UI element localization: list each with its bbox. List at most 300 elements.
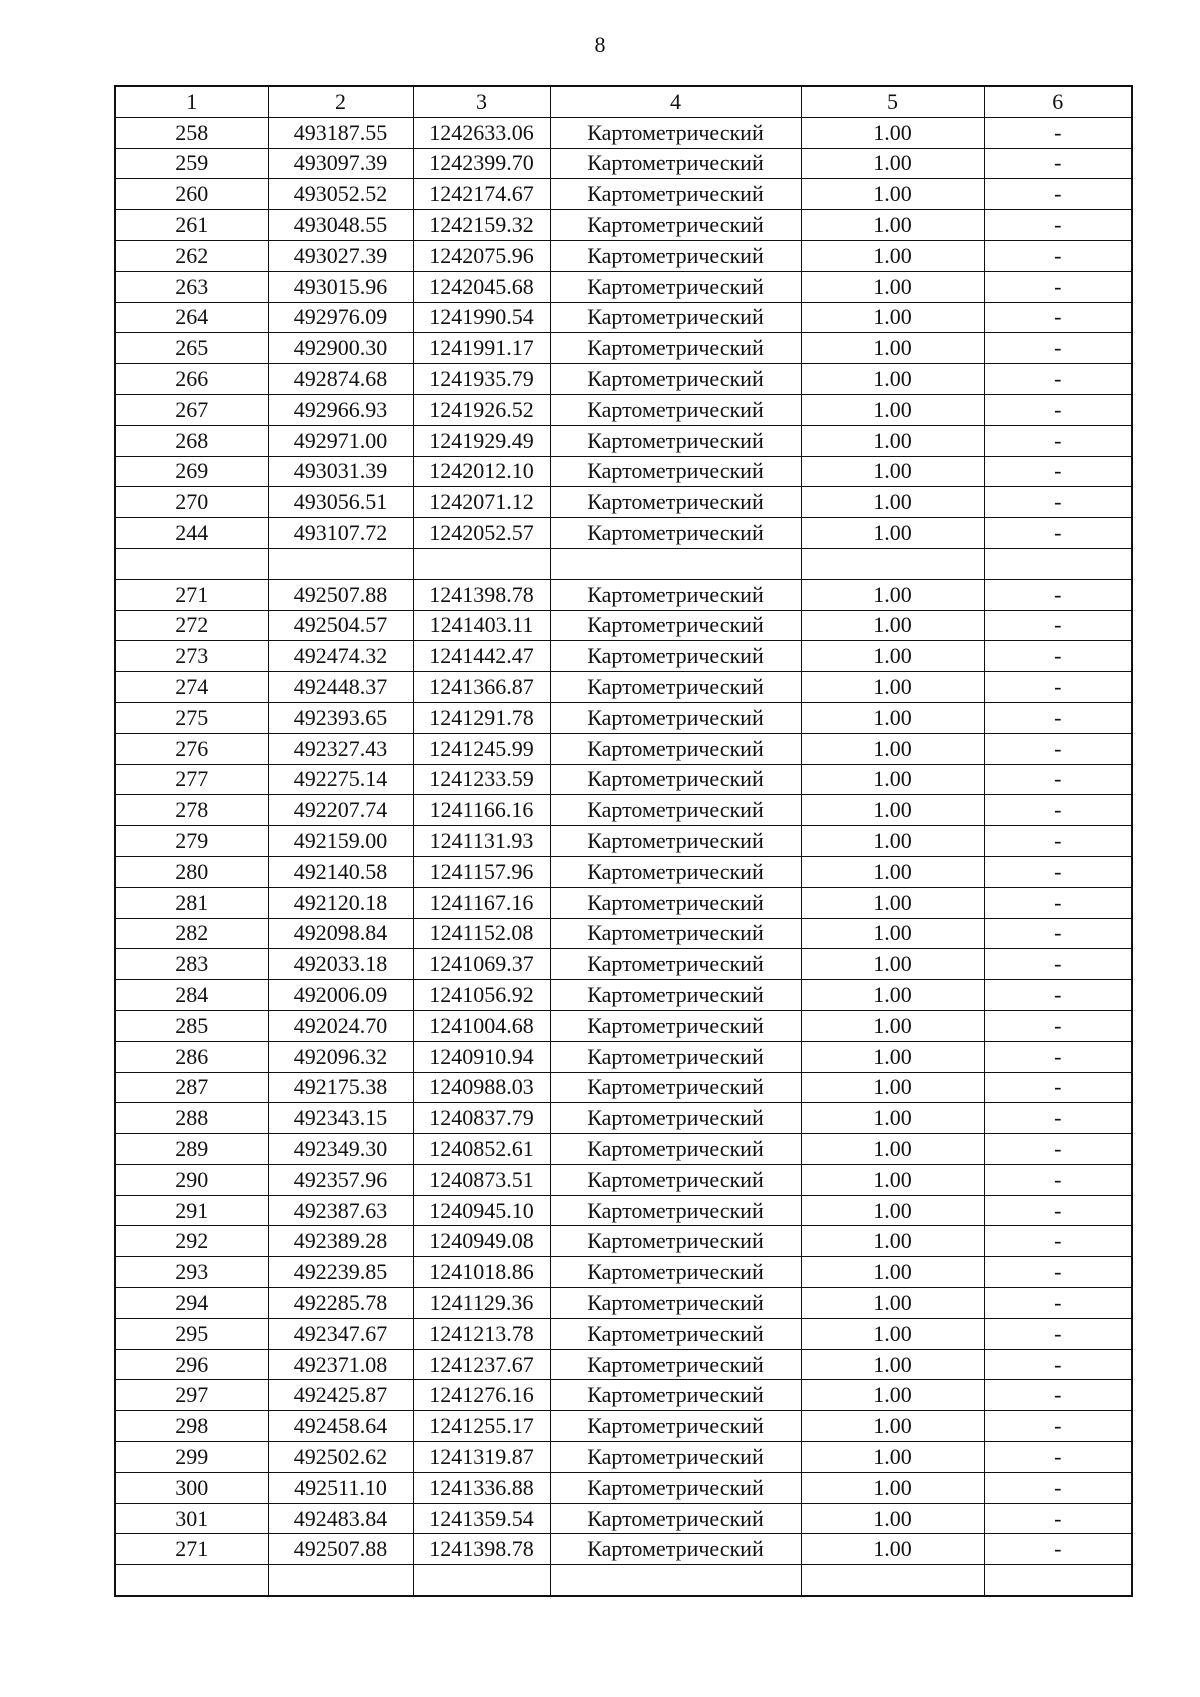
cell-x-coordinate: 493097.39	[268, 148, 413, 179]
table-row	[115, 1103, 1132, 1134]
cell-point-number: 287	[115, 1072, 268, 1103]
table-row	[115, 1226, 1132, 1257]
table-row	[115, 548, 1132, 579]
cell-method	[550, 548, 801, 579]
cell-y-coordinate: 1241237.67	[413, 1349, 550, 1380]
cell-point-number: 296	[115, 1349, 268, 1380]
cell-accuracy: 1.00	[801, 240, 984, 271]
cell-note: -	[984, 1503, 1132, 1534]
cell-x-coordinate: 492024.70	[268, 1010, 413, 1041]
cell-point-number: 278	[115, 795, 268, 826]
cell-x-coordinate: 492393.65	[268, 702, 413, 733]
cell-accuracy: 1.00	[801, 826, 984, 857]
cell-y-coordinate: 1241167.16	[413, 887, 550, 918]
cell-point-number: 268	[115, 425, 268, 456]
cell-note: -	[984, 1226, 1132, 1257]
cell-point-number: 299	[115, 1442, 268, 1473]
cell-method: Картометрический	[550, 364, 801, 395]
cell-method: Картометрический	[550, 271, 801, 302]
cell-accuracy: 1.00	[801, 1010, 984, 1041]
cell-point-number: 286	[115, 1041, 268, 1072]
cell-method: Картометрический	[550, 1072, 801, 1103]
cell-note: -	[984, 271, 1132, 302]
cell-x-coordinate: 492425.87	[268, 1380, 413, 1411]
cell-note: -	[984, 302, 1132, 333]
cell-accuracy: 1.00	[801, 579, 984, 610]
cell-point-number: 263	[115, 271, 268, 302]
cell-y-coordinate: 1242045.68	[413, 271, 550, 302]
cell-method: Картометрический	[550, 949, 801, 980]
cell-x-coordinate: 492458.64	[268, 1411, 413, 1442]
cell-point-number: 273	[115, 641, 268, 672]
cell-note: -	[984, 1472, 1132, 1503]
cell-accuracy: 1.00	[801, 364, 984, 395]
cell-x-coordinate: 492239.85	[268, 1257, 413, 1288]
table-body	[115, 117, 1132, 1596]
cell-method: Картометрический	[550, 425, 801, 456]
cell-method: Картометрический	[550, 1288, 801, 1319]
table-row	[115, 1534, 1132, 1565]
cell-accuracy: 1.00	[801, 1164, 984, 1195]
cell-y-coordinate: 1241929.49	[413, 425, 550, 456]
cell-y-coordinate	[413, 548, 550, 579]
cell-accuracy: 1.00	[801, 1442, 984, 1473]
cell-method: Картометрический	[550, 1164, 801, 1195]
table-row	[115, 610, 1132, 641]
cell-accuracy: 1.00	[801, 1534, 984, 1565]
cell-point-number: 244	[115, 518, 268, 549]
cell-point-number: 288	[115, 1103, 268, 1134]
cell-note: -	[984, 1257, 1132, 1288]
cell-y-coordinate: 1241166.16	[413, 795, 550, 826]
cell-y-coordinate: 1241018.86	[413, 1257, 550, 1288]
cell-accuracy: 1.00	[801, 333, 984, 364]
cell-x-coordinate: 493056.51	[268, 487, 413, 518]
cell-x-coordinate: 492389.28	[268, 1226, 413, 1257]
page-number: 8	[594, 32, 606, 57]
cell-point-number: 272	[115, 610, 268, 641]
cell-point-number: 295	[115, 1318, 268, 1349]
cell-y-coordinate: 1241935.79	[413, 364, 550, 395]
cell-y-coordinate: 1241213.78	[413, 1318, 550, 1349]
cell-accuracy: 1.00	[801, 1195, 984, 1226]
table-row	[115, 518, 1132, 549]
cell-accuracy: 1.00	[801, 1472, 984, 1503]
cell-note: -	[984, 1442, 1132, 1473]
cell-method: Картометрический	[550, 733, 801, 764]
cell-point-number: 264	[115, 302, 268, 333]
cell-x-coordinate: 492511.10	[268, 1472, 413, 1503]
cell-point-number: 275	[115, 702, 268, 733]
cell-note: -	[984, 918, 1132, 949]
cell-method	[550, 1565, 801, 1596]
table-row	[115, 795, 1132, 826]
cell-note: -	[984, 764, 1132, 795]
cell-y-coordinate: 1241245.99	[413, 733, 550, 764]
cell-accuracy: 1.00	[801, 425, 984, 456]
cell-y-coordinate: 1241926.52	[413, 394, 550, 425]
cell-method: Картометрический	[550, 148, 801, 179]
cell-y-coordinate: 1241255.17	[413, 1411, 550, 1442]
cell-accuracy: 1.00	[801, 518, 984, 549]
table-row	[115, 333, 1132, 364]
cell-y-coordinate: 1240945.10	[413, 1195, 550, 1226]
cell-accuracy: 1.00	[801, 179, 984, 210]
cell-point-number: 277	[115, 764, 268, 795]
cell-method: Картометрический	[550, 179, 801, 210]
cell-note: -	[984, 733, 1132, 764]
cell-accuracy: 1.00	[801, 1134, 984, 1165]
cell-x-coordinate: 493052.52	[268, 179, 413, 210]
cell-point-number: 289	[115, 1134, 268, 1165]
cell-point-number: 292	[115, 1226, 268, 1257]
cell-x-coordinate: 492343.15	[268, 1103, 413, 1134]
cell-y-coordinate: 1242633.06	[413, 117, 550, 148]
header-cell-col-2: 2	[268, 86, 413, 117]
table-row	[115, 980, 1132, 1011]
cell-accuracy: 1.00	[801, 271, 984, 302]
cell-note: -	[984, 579, 1132, 610]
cell-x-coordinate: 493187.55	[268, 117, 413, 148]
cell-accuracy: 1.00	[801, 1411, 984, 1442]
table-row	[115, 425, 1132, 456]
cell-note: -	[984, 887, 1132, 918]
cell-note: -	[984, 1164, 1132, 1195]
cell-y-coordinate: 1240837.79	[413, 1103, 550, 1134]
cell-accuracy: 1.00	[801, 1349, 984, 1380]
table-row	[115, 487, 1132, 518]
header-cell-col-3: 3	[413, 86, 550, 117]
cell-point-number: 258	[115, 117, 268, 148]
cell-y-coordinate: 1240910.94	[413, 1041, 550, 1072]
cell-note: -	[984, 333, 1132, 364]
cell-x-coordinate: 492327.43	[268, 733, 413, 764]
cell-y-coordinate: 1242174.67	[413, 179, 550, 210]
cell-method: Картометрический	[550, 1103, 801, 1134]
cell-y-coordinate: 1241069.37	[413, 949, 550, 980]
table-row	[115, 672, 1132, 703]
cell-note: -	[984, 1534, 1132, 1565]
cell-method: Картометрический	[550, 333, 801, 364]
cell-x-coordinate: 492285.78	[268, 1288, 413, 1319]
cell-method: Картометрический	[550, 579, 801, 610]
cell-accuracy: 1.00	[801, 949, 984, 980]
cell-note: -	[984, 856, 1132, 887]
cell-x-coordinate: 492504.57	[268, 610, 413, 641]
cell-note: -	[984, 1010, 1132, 1041]
cell-method: Картометрический	[550, 518, 801, 549]
cell-accuracy: 1.00	[801, 856, 984, 887]
table-row	[115, 1134, 1132, 1165]
cell-method: Картометрический	[550, 887, 801, 918]
cell-x-coordinate: 492900.30	[268, 333, 413, 364]
cell-accuracy: 1.00	[801, 641, 984, 672]
cell-x-coordinate: 492349.30	[268, 1134, 413, 1165]
header-cell-col-4: 4	[550, 86, 801, 117]
cell-x-coordinate: 492207.74	[268, 795, 413, 826]
cell-method: Картометрический	[550, 1503, 801, 1534]
cell-note: -	[984, 425, 1132, 456]
cell-note: -	[984, 394, 1132, 425]
cell-point-number: 269	[115, 456, 268, 487]
cell-point-number: 270	[115, 487, 268, 518]
cell-accuracy: 1.00	[801, 1318, 984, 1349]
cell-method: Картометрический	[550, 487, 801, 518]
cell-x-coordinate: 492140.58	[268, 856, 413, 887]
cell-accuracy: 1.00	[801, 1072, 984, 1103]
table-row	[115, 394, 1132, 425]
cell-x-coordinate: 492387.63	[268, 1195, 413, 1226]
cell-accuracy: 1.00	[801, 210, 984, 241]
cell-y-coordinate: 1241398.78	[413, 579, 550, 610]
cell-method: Картометрический	[550, 1411, 801, 1442]
table-row	[115, 456, 1132, 487]
table-row	[115, 641, 1132, 672]
table-row	[115, 702, 1132, 733]
cell-x-coordinate: 492448.37	[268, 672, 413, 703]
cell-point-number: 283	[115, 949, 268, 980]
cell-accuracy: 1.00	[801, 302, 984, 333]
table-row	[115, 1164, 1132, 1195]
cell-accuracy: 1.00	[801, 456, 984, 487]
cell-note: -	[984, 1134, 1132, 1165]
table-row	[115, 764, 1132, 795]
cell-method: Картометрический	[550, 641, 801, 672]
cell-method: Картометрический	[550, 1442, 801, 1473]
cell-x-coordinate: 492357.96	[268, 1164, 413, 1195]
cell-accuracy: 1.00	[801, 610, 984, 641]
cell-y-coordinate: 1242071.12	[413, 487, 550, 518]
cell-note: -	[984, 702, 1132, 733]
cell-method: Картометрический	[550, 1257, 801, 1288]
cell-x-coordinate: 492474.32	[268, 641, 413, 672]
cell-note: -	[984, 672, 1132, 703]
cell-accuracy: 1.00	[801, 795, 984, 826]
table-row	[115, 302, 1132, 333]
cell-x-coordinate: 492502.62	[268, 1442, 413, 1473]
cell-note: -	[984, 795, 1132, 826]
cell-accuracy: 1.00	[801, 918, 984, 949]
cell-accuracy: 1.00	[801, 1380, 984, 1411]
cell-note: -	[984, 456, 1132, 487]
cell-point-number: 293	[115, 1257, 268, 1288]
cell-x-coordinate: 492507.88	[268, 579, 413, 610]
cell-method: Картометрический	[550, 240, 801, 271]
cell-note: -	[984, 1195, 1132, 1226]
cell-accuracy: 1.00	[801, 1288, 984, 1319]
table-row	[115, 887, 1132, 918]
table-row	[115, 1288, 1132, 1319]
cell-x-coordinate: 492033.18	[268, 949, 413, 980]
table-row	[115, 1318, 1132, 1349]
cell-method: Картометрический	[550, 856, 801, 887]
coordinates-table	[114, 85, 1133, 1597]
table-row	[115, 240, 1132, 271]
cell-x-coordinate: 492120.18	[268, 887, 413, 918]
cell-method: Картометрический	[550, 1134, 801, 1165]
cell-y-coordinate: 1241152.08	[413, 918, 550, 949]
cell-point-number	[115, 548, 268, 579]
cell-x-coordinate: 492371.08	[268, 1349, 413, 1380]
cell-note: -	[984, 610, 1132, 641]
cell-note	[984, 1565, 1132, 1596]
cell-note: -	[984, 210, 1132, 241]
cell-point-number: 290	[115, 1164, 268, 1195]
cell-y-coordinate: 1242075.96	[413, 240, 550, 271]
cell-point-number: 260	[115, 179, 268, 210]
cell-y-coordinate	[413, 1565, 550, 1596]
cell-note: -	[984, 1318, 1132, 1349]
table-row	[115, 179, 1132, 210]
cell-note: -	[984, 364, 1132, 395]
cell-point-number: 259	[115, 148, 268, 179]
cell-point-number: 284	[115, 980, 268, 1011]
cell-x-coordinate: 492098.84	[268, 918, 413, 949]
cell-note: -	[984, 1103, 1132, 1134]
cell-note: -	[984, 1349, 1132, 1380]
cell-accuracy: 1.00	[801, 487, 984, 518]
cell-point-number	[115, 1565, 268, 1596]
table-row	[115, 1565, 1132, 1596]
cell-point-number: 297	[115, 1380, 268, 1411]
table-row	[115, 1349, 1132, 1380]
cell-x-coordinate: 492483.84	[268, 1503, 413, 1534]
cell-method: Картометрический	[550, 1195, 801, 1226]
cell-accuracy: 1.00	[801, 148, 984, 179]
cell-method: Картометрический	[550, 210, 801, 241]
cell-point-number: 294	[115, 1288, 268, 1319]
table-row	[115, 579, 1132, 610]
cell-note: -	[984, 980, 1132, 1011]
cell-method: Картометрический	[550, 610, 801, 641]
cell-point-number: 266	[115, 364, 268, 395]
cell-method: Картометрический	[550, 394, 801, 425]
cell-y-coordinate: 1240873.51	[413, 1164, 550, 1195]
cell-note: -	[984, 1380, 1132, 1411]
cell-note: -	[984, 240, 1132, 271]
cell-x-coordinate: 493107.72	[268, 518, 413, 549]
table-row	[115, 210, 1132, 241]
cell-y-coordinate: 1241359.54	[413, 1503, 550, 1534]
table-row	[115, 1195, 1132, 1226]
cell-x-coordinate: 493048.55	[268, 210, 413, 241]
cell-point-number: 285	[115, 1010, 268, 1041]
cell-accuracy: 1.00	[801, 117, 984, 148]
cell-method: Картометрический	[550, 1226, 801, 1257]
cell-point-number: 280	[115, 856, 268, 887]
cell-method: Картометрический	[550, 1534, 801, 1565]
cell-y-coordinate: 1242159.32	[413, 210, 550, 241]
cell-y-coordinate: 1241157.96	[413, 856, 550, 887]
table-row	[115, 117, 1132, 148]
cell-point-number: 298	[115, 1411, 268, 1442]
cell-x-coordinate: 493031.39	[268, 456, 413, 487]
cell-y-coordinate: 1241990.54	[413, 302, 550, 333]
cell-note: -	[984, 949, 1132, 980]
table-row	[115, 949, 1132, 980]
cell-accuracy: 1.00	[801, 1226, 984, 1257]
cell-note: -	[984, 148, 1132, 179]
cell-x-coordinate: 492507.88	[268, 1534, 413, 1565]
cell-note: -	[984, 1041, 1132, 1072]
cell-method: Картометрический	[550, 980, 801, 1011]
cell-note: -	[984, 826, 1132, 857]
header-cell-col-6: 6	[984, 86, 1132, 117]
cell-x-coordinate: 492976.09	[268, 302, 413, 333]
cell-method: Картометрический	[550, 1010, 801, 1041]
cell-note: -	[984, 641, 1132, 672]
cell-method: Картометрический	[550, 795, 801, 826]
cell-y-coordinate: 1241129.36	[413, 1288, 550, 1319]
cell-accuracy: 1.00	[801, 702, 984, 733]
table-row	[115, 733, 1132, 764]
header-cell-col-1: 1	[115, 86, 268, 117]
cell-y-coordinate: 1241319.87	[413, 1442, 550, 1473]
cell-accuracy	[801, 1565, 984, 1596]
cell-y-coordinate: 1241004.68	[413, 1010, 550, 1041]
cell-point-number: 301	[115, 1503, 268, 1534]
cell-y-coordinate: 1241336.88	[413, 1472, 550, 1503]
cell-point-number: 271	[115, 579, 268, 610]
cell-method: Картометрический	[550, 1472, 801, 1503]
cell-method: Картометрический	[550, 1380, 801, 1411]
cell-point-number: 282	[115, 918, 268, 949]
cell-method: Картометрический	[550, 826, 801, 857]
cell-note: -	[984, 1072, 1132, 1103]
cell-x-coordinate: 492159.00	[268, 826, 413, 857]
cell-x-coordinate: 493015.96	[268, 271, 413, 302]
table-row	[115, 826, 1132, 857]
cell-point-number: 276	[115, 733, 268, 764]
cell-method: Картометрический	[550, 117, 801, 148]
cell-point-number: 262	[115, 240, 268, 271]
cell-point-number: 281	[115, 887, 268, 918]
table-row	[115, 856, 1132, 887]
cell-point-number: 271	[115, 1534, 268, 1565]
cell-method: Картометрический	[550, 1349, 801, 1380]
cell-x-coordinate: 492347.67	[268, 1318, 413, 1349]
cell-accuracy: 1.00	[801, 733, 984, 764]
cell-method: Картометрический	[550, 764, 801, 795]
table-row	[115, 148, 1132, 179]
cell-point-number: 279	[115, 826, 268, 857]
cell-y-coordinate: 1240949.08	[413, 1226, 550, 1257]
cell-method: Картометрический	[550, 702, 801, 733]
cell-x-coordinate: 492874.68	[268, 364, 413, 395]
cell-point-number: 274	[115, 672, 268, 703]
cell-accuracy: 1.00	[801, 887, 984, 918]
cell-method: Картометрический	[550, 456, 801, 487]
cell-x-coordinate: 492096.32	[268, 1041, 413, 1072]
table-row	[115, 1503, 1132, 1534]
cell-note: -	[984, 179, 1132, 210]
cell-x-coordinate: 492275.14	[268, 764, 413, 795]
cell-method: Картометрический	[550, 1041, 801, 1072]
cell-accuracy: 1.00	[801, 1257, 984, 1288]
cell-accuracy: 1.00	[801, 394, 984, 425]
cell-x-coordinate: 492175.38	[268, 1072, 413, 1103]
cell-point-number: 265	[115, 333, 268, 364]
cell-point-number: 261	[115, 210, 268, 241]
table-row	[115, 271, 1132, 302]
cell-y-coordinate: 1241131.93	[413, 826, 550, 857]
table-row	[115, 1411, 1132, 1442]
cell-y-coordinate: 1241291.78	[413, 702, 550, 733]
cell-x-coordinate	[268, 1565, 413, 1596]
table-header-row	[115, 86, 1132, 117]
cell-accuracy: 1.00	[801, 764, 984, 795]
cell-y-coordinate: 1241403.11	[413, 610, 550, 641]
